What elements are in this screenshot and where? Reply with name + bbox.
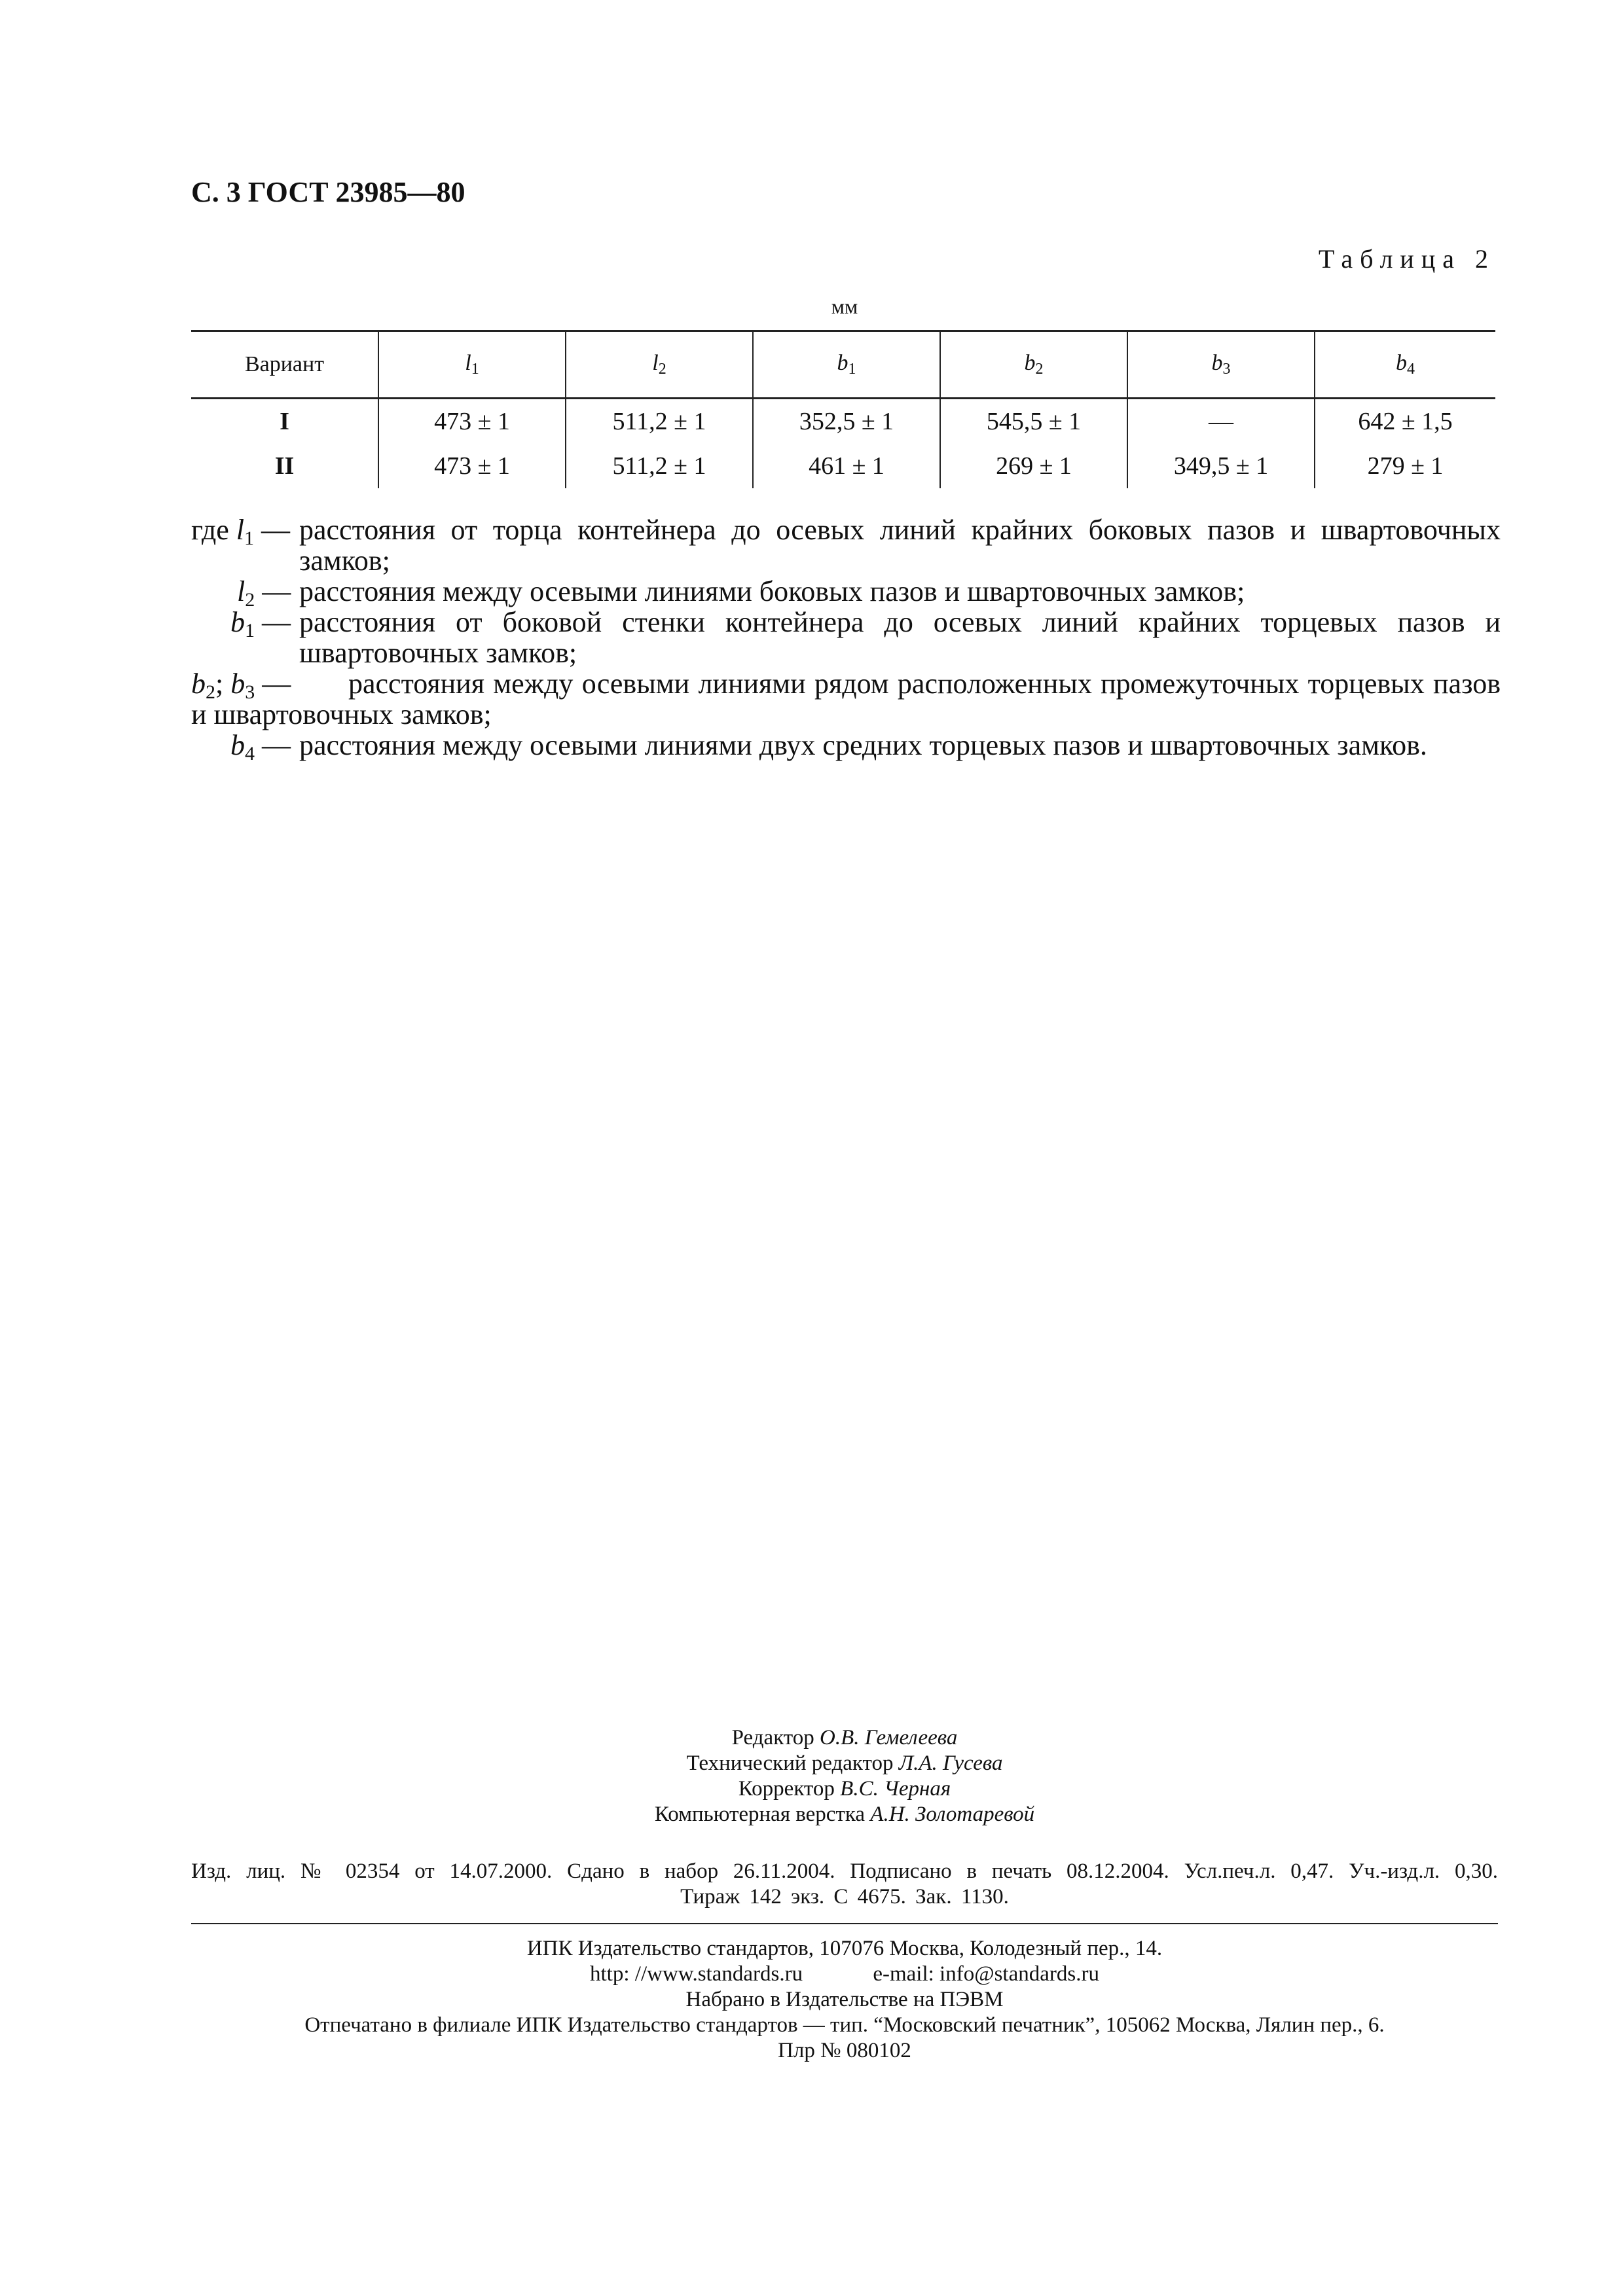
table-cell: 545,5 ± 1 xyxy=(940,399,1127,444)
definition-b4 xyxy=(191,729,1501,764)
definition-b2-b3 xyxy=(191,668,1501,730)
definition-symbol: $b_1$ — xyxy=(230,606,291,641)
staff-proofreader: Корректор В.С. Черная xyxy=(738,1777,951,1801)
table-cell: 269 ± 1 xyxy=(940,444,1127,488)
divider xyxy=(191,1923,1498,1924)
table-cell: 461 ± 1 xyxy=(753,444,940,488)
table-cell: 352,5 ± 1 xyxy=(753,399,940,444)
unit-label: мм xyxy=(831,295,858,318)
license-number: Плр № 080102 xyxy=(778,2039,911,2062)
table-cell: 511,2 ± 1 xyxy=(566,444,753,488)
table-cell: 279 ± 1 xyxy=(1315,444,1495,488)
table-row xyxy=(191,399,1495,444)
table-cell: 349,5 ± 1 xyxy=(1127,444,1315,488)
definition-l2 xyxy=(191,575,1501,611)
table-cell: 642 ± 1,5 xyxy=(1315,399,1495,444)
column-header-b4: $b_4$ xyxy=(1315,331,1495,399)
column-header-b3: $b_3$ xyxy=(1127,331,1315,399)
staff-layout: Компьютерная верстка А.Н. Золотаревой xyxy=(654,1803,1035,1826)
print-run-details: Тираж 142 экз. С 4675. Зак. 1130. xyxy=(680,1885,1009,1909)
symbol-definitions xyxy=(191,514,1501,764)
table-cell: 511,2 ± 1 xyxy=(566,399,753,444)
definition-l1 xyxy=(191,514,1501,576)
printer-address: Отпечатано в филиале ИПК Издательство стандартов — тип. “Московский печатник”, 105062 Москва, Лялин пер., 6. xyxy=(304,2013,1385,2037)
column-header-b2: $b_2$ xyxy=(940,331,1127,399)
page-header: С. 3 ГОСТ 23985—80 xyxy=(191,176,465,208)
table-cell: II xyxy=(274,452,295,480)
definition-text: расстояния между осевыми линиями рядом расположенных промежуточных торцевых пазов и швартовочных замков; xyxy=(191,668,1501,730)
table-row xyxy=(191,444,1495,488)
definition-symbol: $l_2$ — xyxy=(237,575,291,611)
column-header-variant: Вариант xyxy=(191,331,378,399)
column-header-l1: $l_1$ xyxy=(378,331,566,399)
staff-technical-editor: Технический редактор Л.А. Гусева xyxy=(686,1751,1003,1775)
definition-text: расстояния между осевыми линиями двух средних торцевых пазов и швартовочных замков. xyxy=(299,729,1427,761)
table-cell: 473 ± 1 xyxy=(378,399,566,444)
table-header-row xyxy=(191,331,1495,399)
dimensions-table xyxy=(191,330,1495,488)
definition-b1 xyxy=(191,607,1501,668)
definition-text: расстояния от боковой стенки контейнера до осевых линий крайних торцевых пазов и швартовочных замков; xyxy=(299,606,1501,669)
definition-symbol: $b_4$ — xyxy=(230,729,291,764)
column-header-b1: $b_1$ xyxy=(753,331,940,399)
table-cell: I xyxy=(280,408,289,435)
publisher-address: ИПК Издательство стандартов, 107076 Москва, Колодезный пер., 14. xyxy=(526,1937,1163,1960)
definition-text: расстояния от торца контейнера до осевых линий крайних боковых пазов и швартовочных замков; xyxy=(299,514,1501,577)
typeset-note: Набрано в Издательстве на ПЭВМ xyxy=(685,1988,1004,2011)
publication-details: Изд. лиц. № 02354 от 14.07.2000. Сдано в набор 26.11.2004. Подписано в печать 08.12.2004. Усл.печ.л. 0,47. Уч.-изд.л. 0,30. xyxy=(191,1859,1498,1883)
publisher-web-email: http: //www.standards.ru e-mail: info@standards.ru xyxy=(590,1962,1099,1986)
definition-symbol: где $l_1$ — xyxy=(191,514,291,549)
imprint xyxy=(191,1725,1498,2064)
table-cell: 473 ± 1 xyxy=(378,444,566,488)
staff-editor: Редактор О.В. Гемелеева xyxy=(731,1726,958,1749)
table-cell: — xyxy=(1127,399,1315,444)
table-caption: Таблица 2 xyxy=(1318,244,1495,274)
definition-text: расстояния между осевыми линиями боковых пазов и швартовочных замков; xyxy=(299,575,1245,607)
column-header-l2: $l_2$ xyxy=(566,331,753,399)
definition-symbol: $b_2$; $b_3$ — xyxy=(191,668,291,703)
